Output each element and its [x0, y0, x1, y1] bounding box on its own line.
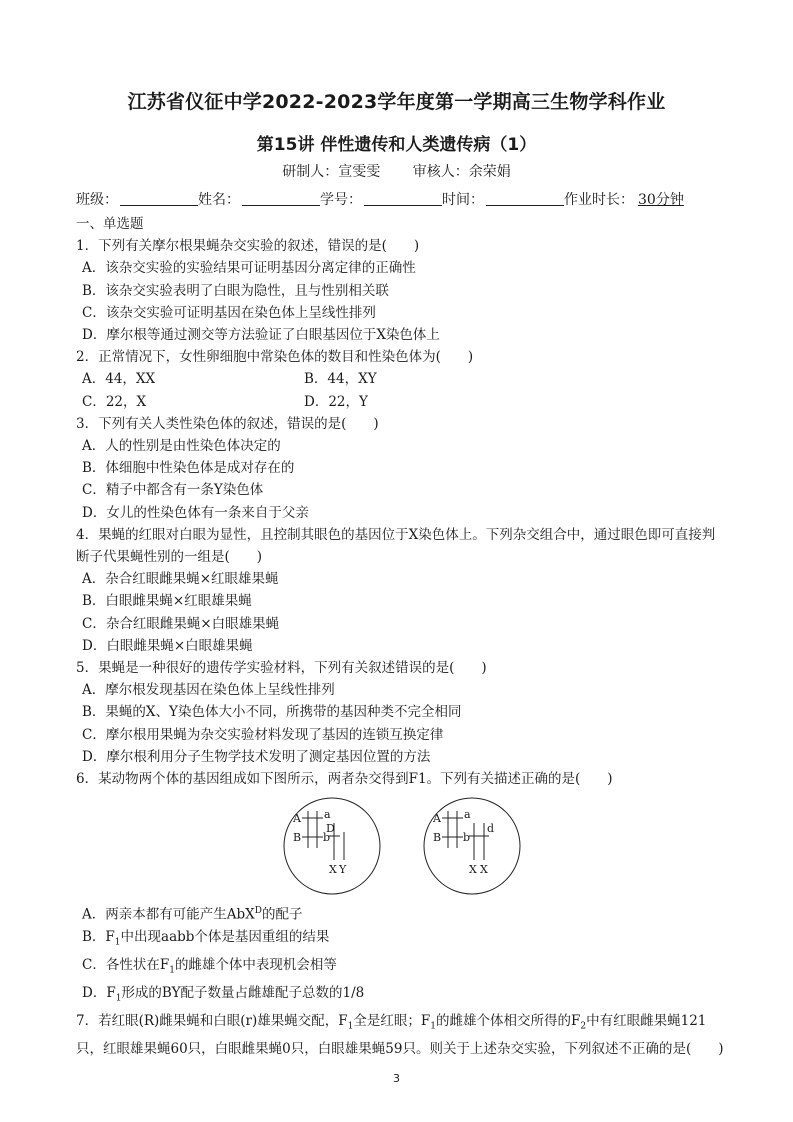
reviewer: 审核人：余荣娟 — [412, 164, 511, 180]
q6-b-text: B．F — [82, 928, 115, 945]
q5-option-b[interactable]: B．果蝇的X、Y染色体大小不同，所携带的基因种类不完全相同 — [82, 704, 462, 721]
left-label-D: D — [326, 822, 335, 836]
q7-text-1: 7．若红眼(R)雌果蝇和白眼(r)雄果蝇交配，F — [76, 1012, 348, 1029]
question-4: 4．果蝇的红眼对白眼为显性，且控制其眼色的基因位于X染色体上。下列杂交组合中，通过眼色即可直接判断子代果蝇性别的一组是( ) — [76, 526, 716, 566]
author: 研制人：宣雯雯 — [282, 164, 381, 180]
q4-option-d[interactable]: D．白眼雌果蝇×白眼雄果蝇 — [82, 637, 253, 654]
q6-b-sub: 1 — [114, 937, 121, 948]
q2-option-a[interactable]: A．44，XX — [82, 371, 156, 388]
q6-a-sup: D — [254, 906, 262, 917]
question-7 — [76, 1010, 726, 1060]
q7-sub-1: 1 — [347, 1021, 354, 1032]
right-label-d: d — [487, 822, 495, 836]
q3-option-c[interactable]: C．精子中都含有一条Y染色体 — [82, 482, 264, 499]
q6-c-sub: 1 — [169, 965, 175, 976]
q6-option-b[interactable] — [76, 926, 726, 954]
q7-sub-2: 1 — [430, 1021, 436, 1032]
question-1: 1．下列有关摩尔根果蝇杂交实验的叙述，错误的是( ) — [76, 238, 420, 255]
right-label-X2: X — [480, 863, 488, 877]
q1-option-c[interactable]: C．该杂交实验可证明基因在染色体上呈线性排列 — [82, 304, 376, 321]
left-label-B: B — [293, 831, 302, 845]
q6-a-text-end: 的配子 — [261, 906, 303, 923]
q3-option-a[interactable]: A．人的性别是由性染色体决定的 — [82, 438, 281, 455]
q7-text-2: 全是红眼；F — [353, 1012, 431, 1029]
q2-option-b[interactable]: B．44，XY — [304, 371, 377, 388]
duration-label: 作业时长： — [564, 192, 634, 208]
right-label-X1: X — [469, 863, 477, 877]
q7-text-4: 中有红眼雌果蝇121只，红眼雄果蝇60只，白眼雌果蝇0只，白眼雄果蝇59只。则关于上述杂交实验，下列叙述不正确的是( ) — [76, 1012, 724, 1057]
class-label: 班级： — [76, 192, 118, 208]
right-label-a: a — [464, 808, 471, 822]
q6-option-c[interactable] — [76, 954, 726, 982]
q6-d-text-end: 形成的BY配子数量占雌雄配子总数的1/8 — [121, 984, 365, 1001]
q1-option-d[interactable]: D．摩尔根等通过测交等方法验证了白眼基因位于X染色体上 — [82, 327, 440, 344]
left-label-b: b — [323, 831, 331, 845]
q2-option-c[interactable]: C．22，X — [82, 393, 147, 410]
q6-d-text: D．F — [82, 984, 116, 1001]
q2-option-d[interactable]: D．22，Y — [304, 393, 368, 410]
left-label-a: a — [324, 808, 331, 822]
document-title: 江苏省仪征中学2022-2023学年度第一学期高三生物学科作业 — [127, 91, 666, 113]
q7-text-3: 的雌雄个体相交所得的F — [436, 1012, 581, 1029]
question-6: 6．某动物两个体的基因组成如下图所示，两者杂交得到F1。下列有关描述正确的是( ) — [76, 771, 613, 788]
q5-option-d[interactable]: D．摩尔根利用分子生物学技术发明了测定基因位置的方法 — [82, 748, 431, 765]
section-heading: 一、单选题 — [76, 216, 144, 232]
lesson-title: 第15讲 伴性遗传和人类遗传病（1） — [256, 135, 537, 155]
right-label-b: b — [463, 831, 471, 845]
q4-option-c[interactable]: C．杂合红眼雌果蝇×白眼雄果蝇 — [82, 615, 280, 632]
question-3: 3．下列有关人类性染色体的叙述，错误的是( ) — [76, 415, 379, 432]
time-label: 时间： — [442, 192, 484, 208]
q6-option-d[interactable] — [76, 982, 726, 1010]
cell-diagram-svg — [280, 796, 540, 896]
right-label-A: A — [433, 812, 441, 826]
q1-option-a[interactable]: A．该杂交实验的实验结果可证明基因分离定律的正确性 — [82, 260, 416, 277]
left-label-X: X — [329, 863, 337, 877]
q3-option-d[interactable]: D．女儿的性染色体有一条来自于父亲 — [82, 504, 309, 521]
student-info-line — [76, 189, 684, 209]
authors-line — [0, 161, 793, 181]
question-5: 5．果蝇是一种很好的遗传学实验材料，下列有关叙述错误的是( ) — [76, 660, 487, 677]
duration-value: 30分钟 — [638, 192, 684, 208]
question-2: 2．正常情况下，女性卵细胞中常染色体的数目和性染色体为( ) — [76, 349, 474, 366]
q7-sub-3: 2 — [580, 1021, 587, 1032]
q5-option-c[interactable]: C．摩尔根用果蝇为杂交实验材料发现了基因的连锁互换定律 — [82, 726, 444, 743]
name-field[interactable] — [242, 191, 320, 206]
left-label-A: A — [293, 812, 301, 826]
q4-option-a[interactable]: A．杂合红眼雌果蝇×红眼雄果蝇 — [82, 571, 279, 588]
time-field[interactable] — [486, 191, 564, 206]
q4-option-b[interactable]: B．白眼雌果蝇×红眼雄果蝇 — [82, 593, 252, 610]
q6-b-text-end: 中出现aabb个体是基因重组的结果 — [120, 928, 330, 945]
page-number: 3 — [393, 1072, 400, 1085]
q1-option-b[interactable]: B．该杂交实验表明了白眼为隐性，且与性别相关联 — [82, 282, 389, 299]
q6-c-text: C．各性状在F — [82, 956, 170, 973]
genotype-diagram — [76, 796, 726, 896]
q6-option-a[interactable] — [76, 900, 726, 926]
right-label-B: B — [433, 831, 442, 845]
left-label-Y: Y — [339, 863, 347, 877]
q6-a-text: A．两亲本都有可能产生AbX — [82, 906, 255, 923]
q6-c-text-end: 的雌雄个体中表现机会相等 — [174, 956, 337, 973]
q5-option-a[interactable]: A．摩尔根发现基因在染色体上呈线性排列 — [82, 682, 335, 699]
id-label: 学号： — [320, 192, 362, 208]
class-field[interactable] — [120, 191, 198, 206]
q3-option-b[interactable]: B．体细胞中性染色体是成对存在的 — [82, 460, 295, 477]
name-label: 姓名： — [198, 192, 240, 208]
q2-options — [76, 368, 726, 412]
id-field[interactable] — [364, 191, 442, 206]
question-list — [76, 213, 726, 1060]
q6-d-sub: 1 — [115, 993, 122, 1004]
